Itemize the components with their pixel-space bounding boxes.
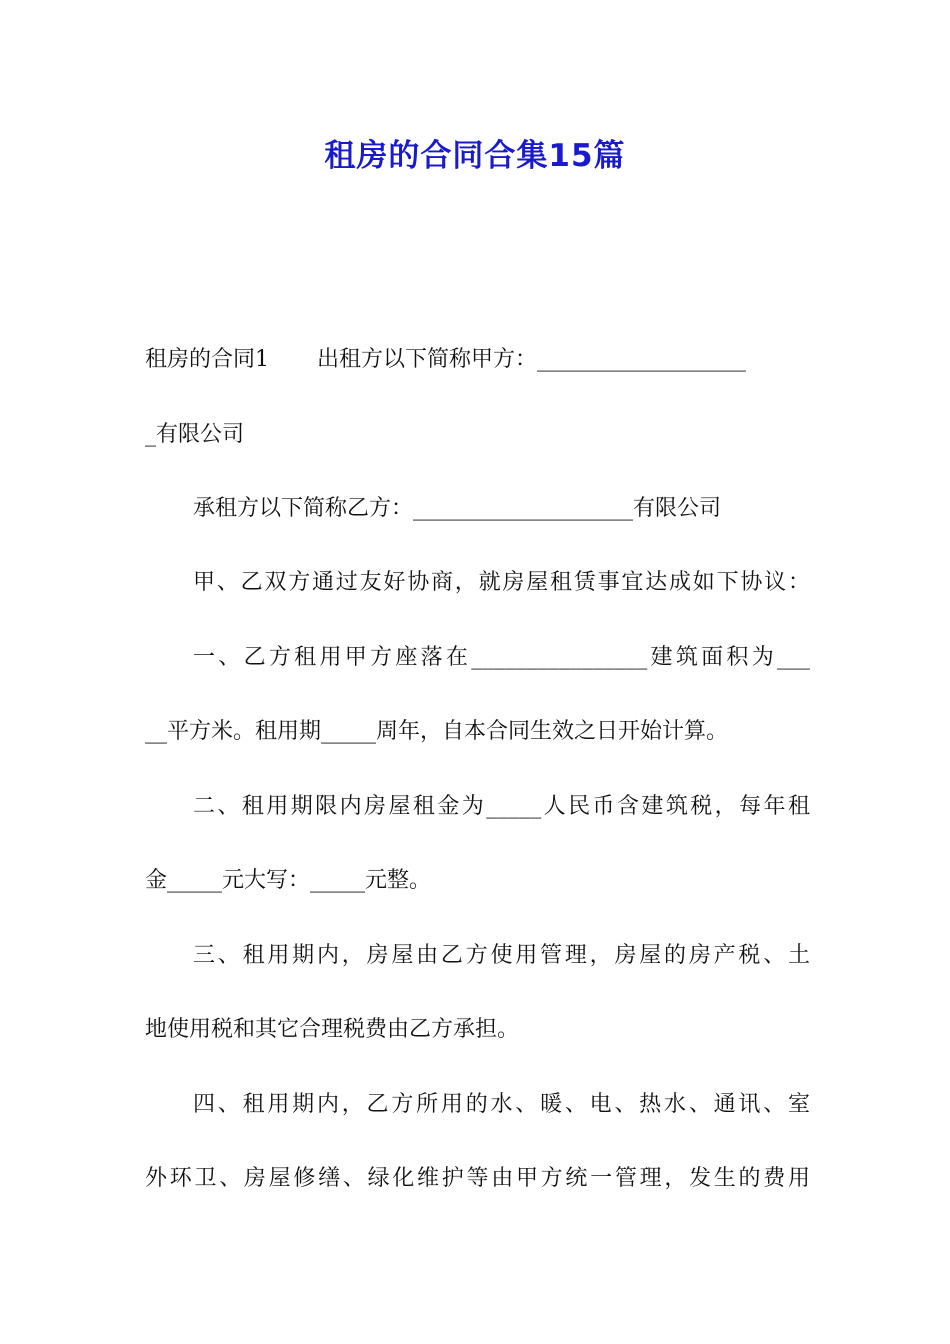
first-contract-line [145,344,810,376]
clause-1-line: 一、乙方租用甲方座落在________________建筑面积为___ [193,645,810,670]
clause-4-continued-line: 外环卫、房屋修缮、绿化维护等由甲方统一管理，发生的费用 [145,1166,810,1191]
paragraph-line: _有限公司 [145,422,245,447]
lessor-line: 出租方以下简称甲方：___________________ [317,347,747,372]
clause-2-line: 二、租用期限内房屋租金为_____人民币含建筑税，每年租 [193,794,810,819]
contract-heading: 租房的合同1 [145,347,269,372]
clause-3-continued-line: 地使用税和其它合理税费由乙方承担。 [145,1017,520,1042]
clause-1-continued-line: __平方米。租用期_____周年，自本合同生效之日开始计算。 [145,719,729,744]
lessee-line: 承租方以下简称乙方：____________________有限公司 [193,496,722,521]
clause-4-line: 四、租用期内，乙方所用的水、暖、电、热水、通讯、室 [193,1092,810,1117]
clause-3-line: 三、租用期内，房屋由乙方使用管理，房屋的房产税、土 [193,943,810,968]
agreement-intro-line: 甲、乙双方通过友好协商，就房屋租赁事宜达成如下协议： [193,570,810,595]
document-title: 租房的合同合集15篇 [324,138,626,174]
clause-2-continued-line: 金_____元大写：_____元整。 [145,868,432,893]
